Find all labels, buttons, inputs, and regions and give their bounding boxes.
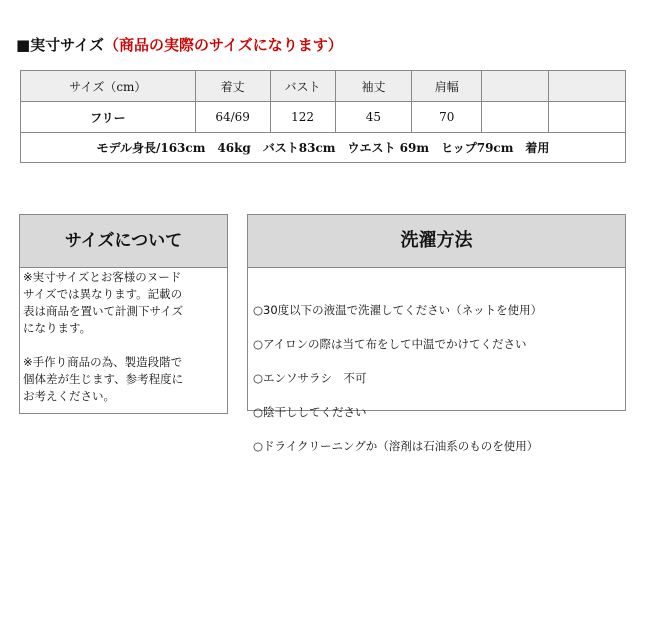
size-note-box: [19, 214, 228, 414]
section-heading: [16, 34, 343, 55]
size-table: [20, 70, 626, 163]
header-sleeve: 袖丈: [335, 71, 412, 102]
header-length: 着丈: [195, 71, 270, 102]
cell-bust: 122: [270, 102, 335, 133]
cell-empty-2: [549, 102, 626, 133]
washing-title: 洗濯方法: [248, 215, 625, 268]
header-bust: バスト: [270, 71, 335, 102]
header-empty-2: [549, 71, 626, 102]
washing-line: ○エンソサラシ 不可: [253, 371, 367, 385]
header-shoulder: 肩幅: [412, 71, 482, 102]
washing-line: ○陰干ししてください: [253, 405, 367, 419]
heading-note: （商品の実際のサイズになります）: [103, 36, 343, 54]
washing-box: [247, 214, 626, 453]
cell-length: 64/69: [195, 102, 270, 133]
washing-line: ○30度以下の液温で洗濯してください（ネットを使用）: [253, 303, 543, 317]
cell-empty-1: [482, 102, 549, 133]
size-table-row: [21, 102, 626, 133]
size-note-title: サイズについて: [20, 215, 227, 268]
model-info: モデル身長/163cm 46kg バスト83cm ウエスト 69m ヒップ79cm 着用: [21, 133, 626, 163]
header-size: サイズ（cm）: [21, 71, 196, 102]
cell-size-free: フリー: [21, 102, 196, 133]
cell-shoulder: 70: [412, 102, 482, 133]
washing-instructions: [248, 268, 625, 472]
size-note-body: ※実寸サイズとお客様のヌード サイズでは異なります。記載の 表は商品を置いて計測下サイズ になります。 ※手作り商品の為、製造段階で 個体差が生じます、参考程度に お考えください。: [23, 270, 184, 403]
washing-line: ○アイロンの際は当て布をして中温でかけてください: [253, 337, 527, 351]
model-info-row: [21, 133, 626, 163]
heading-title: ■実寸サイズ: [16, 36, 104, 54]
cell-sleeve: 45: [335, 102, 412, 133]
size-table-header-row: [21, 71, 626, 102]
washing-line: ○ドライクリーニングか（溶剤は石油系のものを使用）: [253, 439, 539, 453]
header-empty-1: [482, 71, 549, 102]
